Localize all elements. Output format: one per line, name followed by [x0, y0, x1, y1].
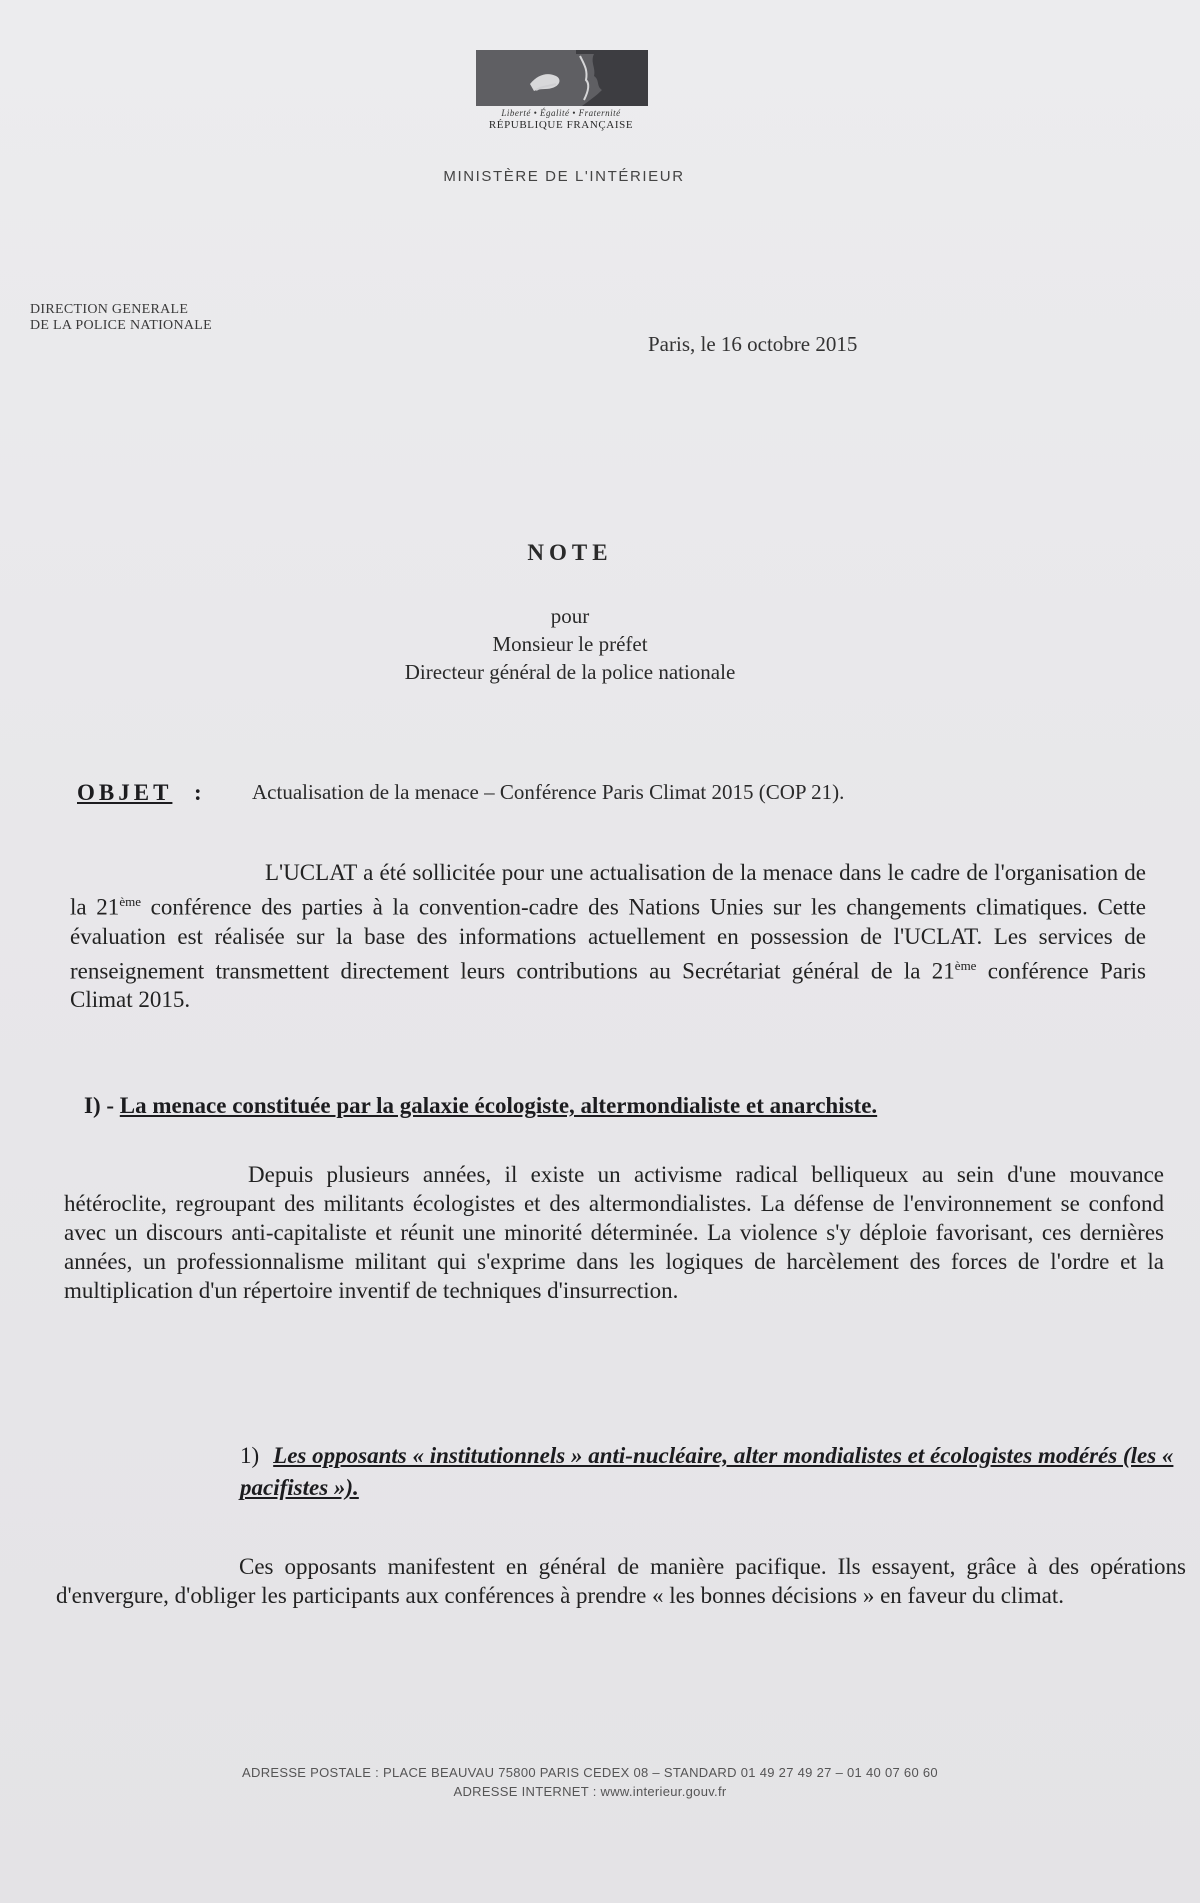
recipient-line-1: Monsieur le préfet — [492, 632, 648, 656]
paragraph-intro-part3: conférence Paris Climat 2015. — [70, 958, 1146, 1013]
ministry-name: MINISTÈRE DE L'INTÉRIEUR — [443, 168, 685, 185]
document-date: Paris, le 16 octobre 2015 — [648, 332, 858, 356]
section-heading-1 — [84, 1093, 877, 1119]
marianne-emblem-icon — [476, 50, 648, 106]
superscript-eme: ème — [954, 957, 977, 973]
paragraph-opponents: Ces opposants manifestent en général de manière pacifique. Ils essayent, grâce à des opérations d'envergure, d'obliger les participants aux conférences à prendre « les bonnes décisions » en faveur du climat. — [56, 1554, 1186, 1608]
recipient-line-2: Directeur général de la police nationale — [404, 660, 736, 684]
footer-postal-address: ADRESSE POSTALE : PLACE BEAUVAU 75800 PARIS CEDEX 08 – STANDARD 01 49 27 49 27 – 01 40 07 60 60 — [242, 1765, 938, 1780]
direction-block — [30, 302, 212, 334]
subsection-number: 1) — [240, 1443, 260, 1468]
recipient-pour: pour — [550, 604, 590, 628]
footer-address — [170, 1763, 1010, 1801]
subsection-heading-1 — [240, 1440, 1180, 1504]
section-title: La menace constituée par la galaxie écologiste, altermondialiste et anarchiste. — [119, 1093, 878, 1118]
objet-text: Actualisation de la menace – Conférence Paris Climat 2015 (COP 21). — [252, 780, 845, 804]
republic-motto: Liberté • Égalité • Fraternité — [501, 108, 621, 118]
note-title: NOTE — [527, 540, 613, 565]
footer-web-address: ADRESSE INTERNET : www.interieur.gouv.fr — [453, 1784, 727, 1799]
direction-line-2: DE LA POLICE NATIONALE — [30, 318, 212, 333]
paragraph-intro — [70, 858, 1146, 1014]
section-number: I) - — [84, 1093, 120, 1118]
subsection-title: Les opposants « institutionnels » anti-nucléaire, alter mondialistes et écologistes modérés (les « pacifistes »). — [240, 1443, 1174, 1500]
recipient-block — [330, 602, 810, 686]
republic-name: RÉPUBLIQUE FRANÇAISE — [488, 119, 634, 131]
direction-line-1: DIRECTION GENERALE — [30, 302, 189, 317]
paragraph-intro-part2: conférence des parties à la convention-cadre des Nations Unies sur les changements climatiques. Cette évaluation est réalisée sur la base des informations actuellement en possession de l'UCLAT. Les services de renseignement transmettent directement leurs contributions au Secrétariat général de la 21 — [70, 894, 1146, 984]
marianne-logo — [476, 50, 646, 131]
superscript-eme: ème — [119, 894, 141, 909]
paragraph-intro-part1: L'UCLAT a été sollicitée pour une actualisation de la menace dans le cadre de l'organisation de la 21 — [70, 860, 1146, 920]
paragraph-threat: Depuis plusieurs années, il existe un activisme radical belliqueux au sein d'une mouvance hétéroclite, regroupant des militants écologistes et des altermondialistes. La défense de l'environnement se confond avec un discours anti-capitaliste et réunit une minorité déterminée. La violence s'y déploie favorisant, ces dernières années, un professionnalisme militant qui s'exprime dans les logiques de harcèlement des forces de l'ordre et la multiplication d'un répertoire inventif de techniques d'insurrection. — [64, 1162, 1164, 1303]
objet-colon: : — [194, 780, 202, 805]
objet-label: OBJET — [77, 780, 173, 805]
